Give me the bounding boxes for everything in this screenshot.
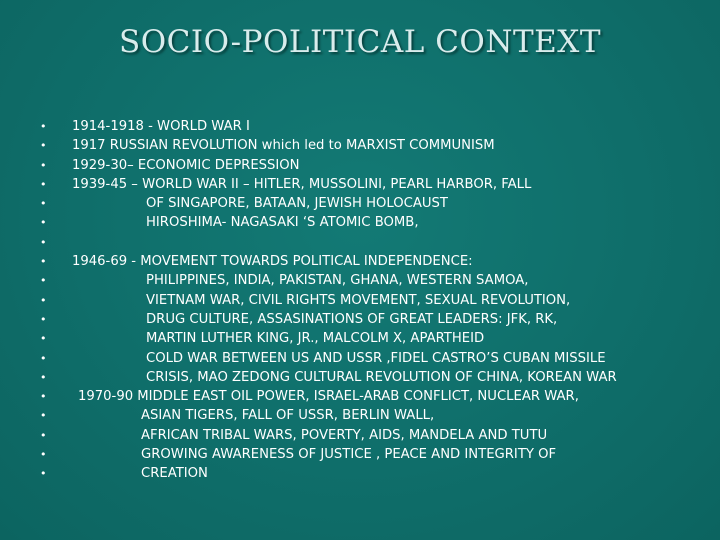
list-item (40, 368, 710, 387)
list-item (40, 349, 710, 368)
list-item (40, 426, 710, 445)
list-item-text: PHILIPPINES, INDIA, PAKISTAN, GHANA, WESTERN SAMOA, (146, 273, 529, 289)
list-item-text: HIROSHIMA- NAGASAKI ‘S ATOMIC BOMB, (146, 215, 419, 231)
list-item-text: AFRICAN TRIBAL WARS, POVERTY, AIDS, MANDELA AND TUTU (141, 427, 548, 443)
list-item-text: COLD WAR BETWEEN US AND USSR ,FIDEL CASTRO’S CUBAN MISSILE (146, 350, 606, 366)
list-item (40, 387, 710, 406)
list-item (40, 329, 710, 348)
list-item (40, 175, 710, 194)
list-item (40, 213, 710, 232)
list-item-text: 1946-69 - MOVEMENT TOWARDS POLITICAL INDEPENDENCE: (72, 254, 473, 270)
list-item-text: MARTIN LUTHER KING, JR., MALCOLM X, APARTHEID (146, 331, 485, 347)
bullet-list (40, 117, 710, 484)
bullet-icon: • (40, 409, 47, 423)
bullet-icon: • (40, 216, 47, 230)
bullet-icon: • (40, 370, 47, 384)
list-item (40, 310, 710, 329)
list-item (40, 194, 710, 213)
list-item (40, 291, 710, 310)
list-item-text: 1914-1918 - WORLD WAR I (72, 119, 250, 134)
bullet-icon: • (40, 312, 47, 326)
bullet-icon: • (40, 255, 47, 269)
bullet-icon: • (40, 197, 47, 211)
list-item-text: CREATION (141, 466, 208, 482)
slide-title: SOCIO-POLITICAL CONTEXT (118, 24, 602, 60)
list-item-text: VIETNAM WAR, CIVIL RIGHTS MOVEMENT, SEXUAL REVOLUTION, (146, 292, 571, 308)
bullet-icon: • (40, 390, 47, 404)
list-item (40, 252, 710, 271)
list-item-text: 1917 RUSSIAN REVOLUTION which led to MARXIST COMMUNISM (72, 138, 495, 154)
bullet-icon: • (40, 235, 47, 249)
bullet-icon: • (40, 139, 47, 153)
list-item-text: DRUG CULTURE, ASSASINATIONS OF GREAT LEADERS: JFK, RK, (146, 311, 558, 327)
bullet-icon: • (40, 448, 47, 462)
bullet-icon: • (40, 351, 47, 365)
list-item-text: 1970-90 MIDDLE EAST OIL POWER, ISRAEL-ARAB CONFLICT, NUCLEAR WAR, (78, 389, 579, 405)
bullet-icon: • (40, 274, 47, 288)
list-item (40, 233, 710, 252)
list-item (40, 406, 710, 425)
list-item (40, 464, 710, 483)
list-item (40, 271, 710, 290)
bullet-icon: • (40, 120, 47, 133)
bullet-icon: • (40, 332, 47, 346)
list-item (40, 136, 710, 155)
list-item-text: GROWING AWARENESS OF JUSTICE , PEACE AND INTEGRITY OF (141, 447, 557, 463)
bullet-icon: • (40, 293, 47, 307)
list-item (40, 445, 710, 464)
list-item (40, 156, 710, 175)
bullet-icon: • (40, 158, 47, 172)
bullet-icon: • (40, 177, 47, 191)
list-item-text: 1939-45 – WORLD WAR II – HITLER, MUSSOLINI, PEARL HARBOR, FALL (72, 176, 532, 192)
list-item-text: 1929-30– ECONOMIC DEPRESSION (72, 157, 300, 173)
bullet-icon: • (40, 467, 47, 481)
list-item-text: CRISIS, MAO ZEDONG CULTURAL REVOLUTION OF CHINA, KOREAN WAR (146, 369, 617, 385)
list-item-text: OF SINGAPORE, BATAAN, JEWISH HOLOCAUST (146, 196, 448, 212)
bullet-icon: • (40, 428, 47, 442)
list-item (40, 117, 710, 136)
list-item-text: ASIAN TIGERS, FALL OF USSR, BERLIN WALL, (141, 408, 435, 424)
